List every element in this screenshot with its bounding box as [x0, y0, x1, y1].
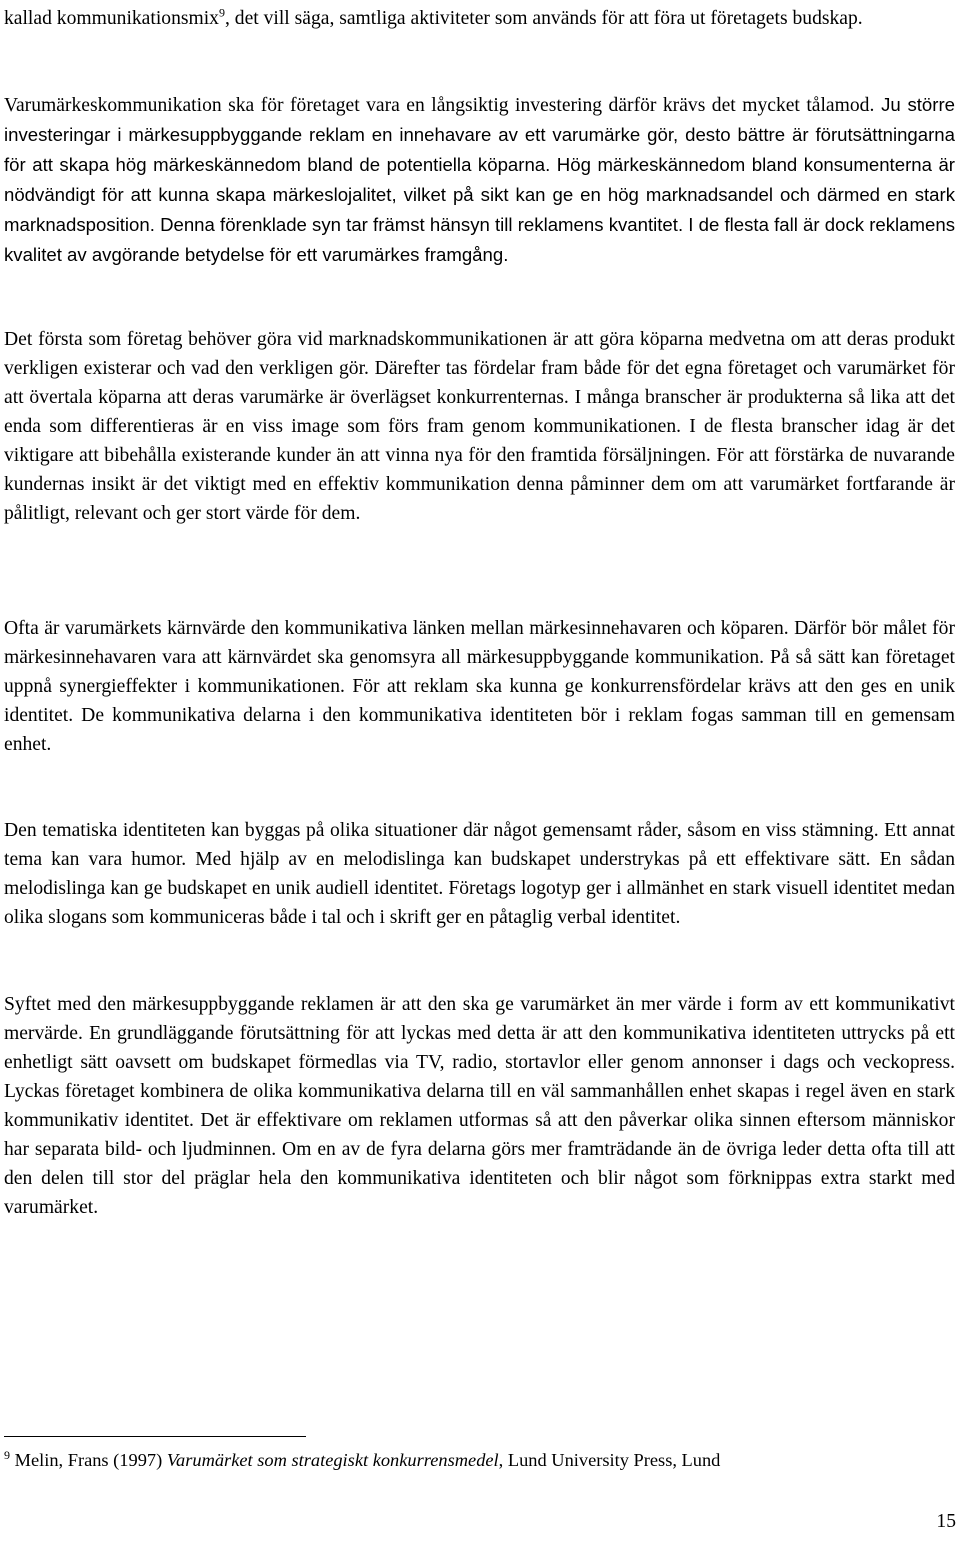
paragraph-text-sans: Ju större investeringar i märkesuppbyggande reklam en innehavare av ett varumärke gör, desto bättre är förutsättningarna för att skapa hög märkeskännedom bland de potentiella köparna. Hög märkeskännedom bland konsumenterna är nödvändigt för att kunna skapa märkeslojalitet, vilket på sikt kan ge en hög marknadsandel och därmed en stark marknadsposition. Denna förenklade syn tar främst hänsyn till reklamens kvantitet. I de flesta fall är dock reklamens kvalitet av avgörande betydelse för ett varumärkes framgång. — [4, 94, 955, 265]
paragraph-brand-communication — [4, 90, 955, 270]
footnote-title: Varumärket som strategiskt konkurrensmedel — [166, 1450, 499, 1470]
footnote-number: 9 — [4, 1447, 10, 1462]
footnote-separator — [4, 1436, 306, 1437]
page-number: 15 — [936, 1511, 956, 1532]
paragraph-market-communication: Det första som företag behöver göra vid marknadskommunikationen är att göra köparna medvetna om att deras produkt verkligen existerar och vad den verkligen gör. Därefter tas fördelar fram både för det egna företaget och varumärket för att övertala köparna att deras varumärke är överlägset konkurrenternas. I många branscher är produkterna så lika att det enda som differentieras är en viss image som förs fram genom kommunikationen. I de flesta branscher idag är det viktigare att bibehålla existerande kunder än att vinna nya för den framtida försäljningen. För att förstärka de nuvarande kundernas insikt är det viktigt med en effektiv kommunikation denna påminner dem om att varumärket fortfarande är pålitligt, relevant och ger stort värde för dem. — [4, 329, 955, 524]
paragraph-core-value: Ofta är varumärkets kärnvärde den kommunikativa länken mellan märkesinnehavaren och köparen. Därför bör målet för märkesinnehavaren vara att kärnvärdet ska genomsyra all märkesuppbyggande kommunikation. På så sätt kan företaget uppnå synergieffekter i kommunikationen. För att reklam ska kunna ge konkurrensfördelar krävs att den ges en unik identitet. De kommunikativa delarna i den kommunikativa identiteten bör i reklam fogas samman till en gemensam enhet. — [4, 618, 955, 755]
footnote-author: Melin, Frans (1997) — [10, 1450, 167, 1470]
footnote-reference: 9 — [218, 5, 225, 20]
paragraph-text: , det vill säga, samtliga aktiviteter som används för att föra ut företagets budskap. — [224, 8, 863, 29]
paragraph-thematic-identity: Den tematiska identiteten kan byggas på olika situationer där något gemensamt råder, såsom en viss stämning. Ett annat tema kan vara humor. Med hjälp av en melodislinga kan budskapet understrykas på ett effektivare sätt. En sådan melodislinga kan ge budskapet en unik audiell identitet. Företags logotyp ger i allmänhet en stark visuell identitet medan olika slogans som kommuniceras både i tal och i skrift ger en påtaglig verbal identitet. — [4, 820, 955, 928]
paragraph-continuation — [4, 4, 955, 33]
paragraph-text: kallad kommunikationsmix — [4, 8, 219, 29]
footnote-publisher: , Lund University Press, Lund — [498, 1450, 721, 1470]
paragraph-brand-building-purpose: Syftet med den märkesuppbyggande reklamen är att den ska ge varumärket än mer värde i form av ett kommunikativt mervärde. En grundläggande förutsättning för att lyckas med detta är att den kommunikativa identiteten uttrycks på ett enhetligt sätt oavsett om budskapet förmedlas via TV, radio, stortavlor eller genom annonser i dags och veckopress. Lyckas företaget kombinera de olika kommunikativa delarna till en väl sammanhållen enhet skapas i regel även en stark kommunikativ identitet. Det är effektivare om reklamen utformas så att den påverkar olika sinnen eftersom människor har separata bild- och ljudminnen. Om en av de fyra delarna görs mer framträdande än de övriga leder detta ofta till att den delen till stor del präglar hela den kommunikativa identiteten och blir något som förknippas extra starkt med varumärket. — [4, 994, 955, 1218]
document-page — [4, 0, 956, 1545]
paragraph-text: Varumärkeskommunikation ska för företaget vara en långsiktig investering därför krävs det mycket tålamod. — [4, 95, 875, 116]
footnote — [4, 1448, 955, 1472]
